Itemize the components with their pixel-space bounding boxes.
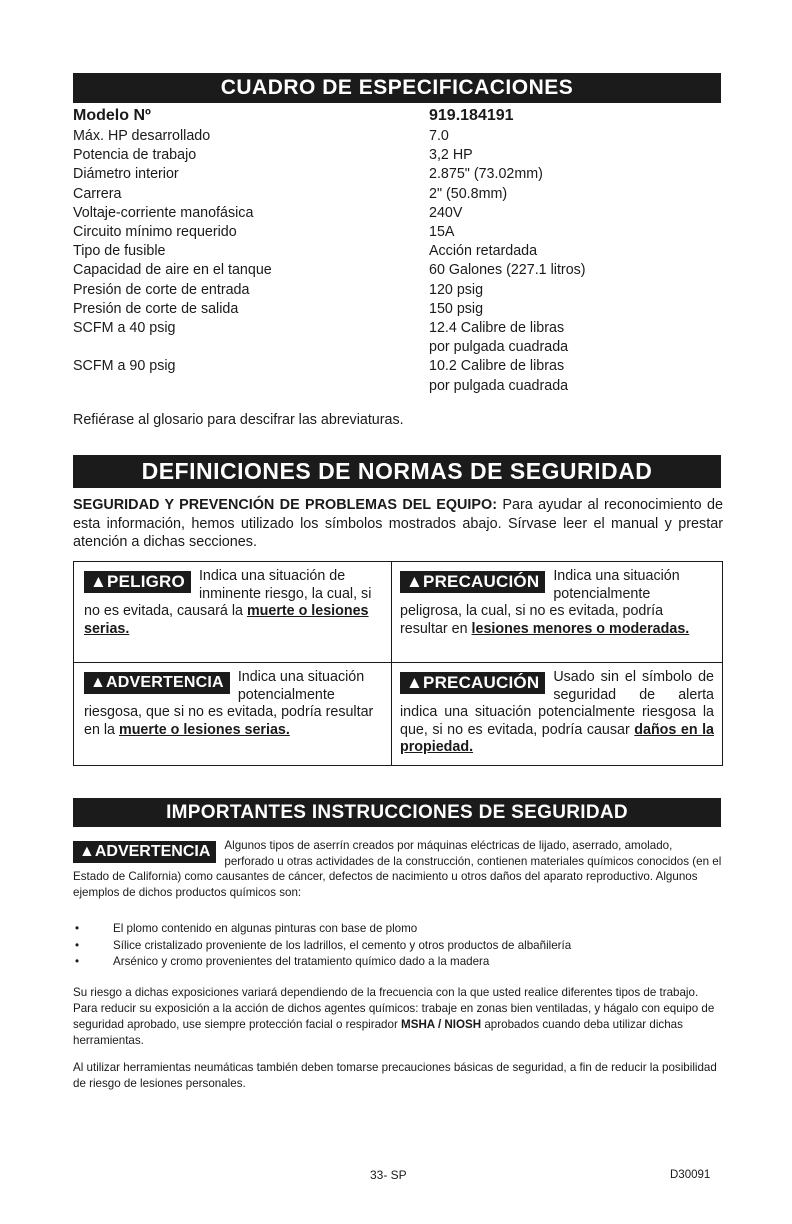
table-divider-vertical (391, 562, 392, 765)
spec-row (73, 165, 723, 184)
spec-label: Voltaje-corriente manofásica (73, 204, 254, 221)
document-code: D30091 (670, 1169, 711, 1181)
precaucion-bold-2: daños en la propiedad. (400, 721, 714, 755)
model-row (73, 106, 723, 126)
important-section-title: IMPORTANTES INSTRUCCIONES DE SEGURIDAD (73, 798, 721, 827)
abbreviation-note: Refiérase al glosario para descifrar las abreviaturas. (73, 412, 404, 428)
intro-bold: SEGURIDAD Y PREVENCIÓN DE PROBLEMAS DEL EQUIPO: (73, 497, 497, 513)
precaucion-text-2: Usado sin el símbolo de seguridad de alerta indica una situación potencialmente riesgosa la que, si no es evitada, podría causar (400, 669, 714, 738)
advertencia-bold: muerte o lesiones serias. (118, 721, 290, 738)
california-warning (73, 838, 723, 900)
spec-row (73, 281, 723, 300)
spec-label: Presión de corte de salida (73, 300, 239, 317)
list-item: • El plomo contenido en algunas pinturas con base de plomo (73, 921, 723, 938)
exposure-text-a: Su riesgo a dichas exposiciones variará dependiendo de la frecuencia con la que usted realice diferentes tipos de trabajo. Para reducir su exposición a la acción de dichos agentes químicos: trabaje en zonas bien ventiladas, y hágalo con equipo de seguridad aprobado, use siempre protección facial o respirador (73, 986, 715, 1031)
spec-row (73, 242, 723, 261)
peligro-badge: ▲PELIGRO (84, 571, 191, 593)
list-item: • Sílice cristalizado proveniente de los ladrillos, el cemento y otros productos de albañilería (73, 938, 723, 955)
california-warning-text: Algunos tipos de aserrín creados por máquinas eléctricas de lijado, aserrado, amolado, perforado u otras actividades de la construcción, contienen materiales químicos conocidos (en el Estado de California) como causantes de cáncer, defectos de nacimiento u otros daños del aparato reproductivo. Algunos ejemplos de dichos productos químicos son: (73, 839, 722, 899)
cell-precaucion-1 (400, 568, 714, 638)
precaucion-bold-1: lesiones menores o moderadas. (471, 620, 690, 637)
spec-section-title: CUADRO DE ESPECIFICACIONES (73, 73, 721, 103)
page-number: 33- SP (370, 1168, 407, 1182)
spec-label: Máx. HP desarrollado (73, 128, 211, 144)
spec-value: 150 psig (429, 300, 484, 317)
spec-row (73, 146, 723, 165)
definitions-intro (73, 496, 723, 552)
spec-row (73, 261, 723, 280)
advertencia-text: Indica una situación potencialmente riesgosa, que si no es evitada, podría resultar en la (84, 669, 374, 738)
spec-row (73, 338, 723, 357)
spec-label: Capacidad de aire en el tanque (73, 262, 272, 279)
precaucion-badge-1: ▲PRECAUCIÓN (400, 571, 545, 593)
spec-label: SCFM a 90 psig (73, 358, 176, 375)
spec-value: Acción retardada (429, 243, 538, 260)
spec-label (73, 338, 429, 357)
advertencia-badge: ▲ADVERTENCIA (84, 672, 230, 694)
model-value: 919.184191 (429, 107, 514, 124)
spec-value: 240V (429, 204, 463, 221)
spec-value: 2.875" (73.02mm) (429, 166, 543, 183)
spec-value: por pulgada cuadrada (429, 339, 569, 356)
peligro-bold: muerte o lesiones serias. (84, 603, 369, 637)
spec-row (73, 185, 723, 204)
spec-row (73, 223, 723, 242)
msha-niosh: MSHA / NIOSH (401, 1018, 482, 1031)
definitions-section-title: DEFINICIONES DE NORMAS DE SEGURIDAD (73, 455, 721, 488)
spec-label: Tipo de fusible (73, 243, 166, 260)
spec-label: Potencia de trabajo (73, 147, 197, 164)
intro-text: Para ayudar al reconocimiento de esta información, hemos utilizado los símbolos mostrados abajo. Sírvase leer el manual y prestar atención a dichas secciones. (73, 497, 724, 550)
pneumatic-paragraph: Al utilizar herramientas neumáticas también deben tomarse precauciones básicas de seguridad, a fin de reducir la posibilidad de riesgo de lesiones personales. (73, 1061, 717, 1090)
spec-row (73, 357, 723, 376)
peligro-text: Indica una situación de inminente riesgo, la cual, si no es evitada, causará la (84, 568, 372, 619)
spec-value: 60 Galones (227.1 litros) (429, 262, 586, 279)
cell-peligro (84, 568, 381, 638)
spec-label: Diámetro interior (73, 166, 179, 183)
list-item: • Arsénico y cromo provenientes del tratamiento químico dado a la madera (73, 954, 723, 971)
spec-value: 10.2 Calibre de libras (429, 358, 565, 375)
spec-value: 3,2 HP (429, 147, 473, 164)
spec-label: Carrera (73, 185, 122, 202)
spec-value: 7.0 (429, 128, 449, 144)
precaucion-text-1: Indica una situación potencialmente peligrosa, la cual, si no es evitada, podría resultar en (400, 568, 680, 637)
model-label: Modelo Nº (73, 107, 151, 124)
cell-advertencia (84, 669, 381, 739)
spec-value: por pulgada cuadrada (429, 377, 569, 394)
precaucion-badge-2: ▲PRECAUCIÓN (400, 672, 545, 694)
spec-value: 120 psig (429, 281, 484, 298)
exposure-paragraph (73, 985, 723, 1049)
signal-word-table (73, 561, 723, 766)
spec-row (73, 319, 723, 338)
spec-label: Presión de corte de entrada (73, 281, 250, 298)
spec-label (73, 377, 429, 396)
chemical-list (73, 921, 723, 971)
spec-row (73, 300, 723, 319)
spec-value: 12.4 Calibre de libras (429, 320, 565, 337)
spec-table (73, 106, 723, 396)
spec-row (73, 127, 723, 146)
cell-precaucion-2 (400, 669, 714, 757)
spec-value: 15A (429, 224, 455, 241)
spec-row (73, 204, 723, 223)
spec-label: Circuito mínimo requerido (73, 224, 237, 241)
spec-value: 2" (50.8mm) (429, 185, 508, 202)
spec-label: SCFM a 40 psig (73, 320, 176, 337)
table-divider-horizontal (74, 662, 722, 663)
spec-row (73, 377, 723, 396)
exposure-text-b: aprobados cuando deba utilizar dichas herramientas. (73, 1018, 683, 1047)
advertencia-warning-badge: ▲ADVERTENCIA (73, 841, 216, 863)
